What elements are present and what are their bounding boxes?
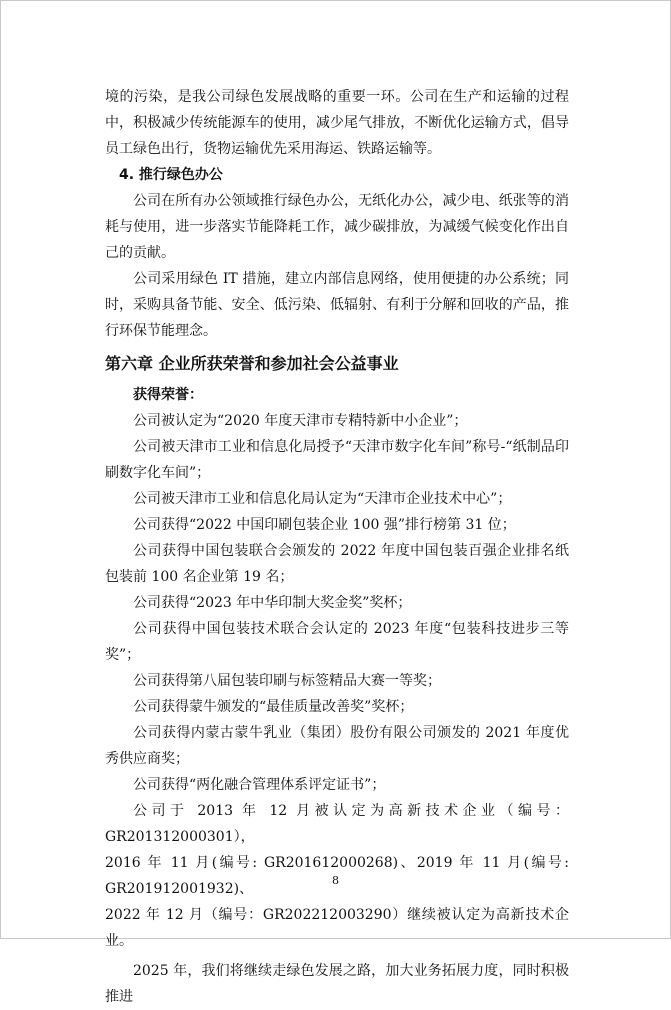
honor-item: 公司获得中国包装技术联合会认定的 2023 年度“包装科技进步三等奖”； — [105, 621, 569, 663]
honor-item: 公司获得蒙牛颁发的“最佳质量改善奖”奖杯； — [133, 699, 414, 715]
honor-item: 公司获得“2023 年中华印制大奖金奖”奖杯； — [133, 595, 412, 611]
honor-item: 公司被天津市工业和信息化局认定为“天津市企业技术中心”； — [133, 491, 512, 507]
paragraph-emissions: 境的污染，是我公司绿色发展战略的重要一环。公司在生产和运输的过程中，积极减少传统能源车的使用，减少尾气排放，不断优化运输方式，倡导员工绿色出行，货物运输优先采用海运、铁路运输等。 — [105, 89, 569, 157]
hightech-line-1: 公司于 2013 年 12 月被认定为高新技术企业（编号：GR201312000301）， — [105, 803, 569, 845]
hightech-line-3: 2022 年 12 月（编号：GR202212003290）继续被认定为高新技术企业。 — [105, 907, 569, 949]
honor-item: 公司被天津市工业和信息化局授予“天津市数字化车间”称号-“纸制品印刷数字化车间”； — [105, 439, 569, 481]
paragraph-green-office: 公司在所有办公领域推行绿色办公，无纸化办公，减少电、纸张等的消耗与使用，进一步落实节能降耗工作，减少碳排放，为减缓气候变化作出自己的贡献。 — [105, 193, 569, 261]
document-body — [105, 84, 569, 1010]
chapter-title: 第六章 企业所获荣誉和参加社会公益事业 — [105, 354, 399, 373]
section-heading-green-office: 4. 推行绿色办公 — [119, 167, 223, 183]
paragraph-green-it: 公司采用绿色 IT 措施，建立内部信息网络，使用便捷的办公系统；同时，采购具备节能、安全、低污染、低辐射、有利于分解和回收的产品，推行环保节能理念。 — [105, 271, 569, 339]
honor-item: 公司获得“两化融合管理体系评定证书”； — [133, 777, 386, 793]
honor-item: 公司获得中国包装联合会颁发的 2022 年度中国包装百强企业排名纸包装前 100 名企业第 19 名； — [105, 543, 569, 585]
honor-item: 公司获得内蒙古蒙牛乳业（集团）股份有限公司颁发的 2021 年度优秀供应商奖； — [105, 725, 569, 767]
honor-item: 公司被认定为“2020 年度天津市专精特新中小企业”； — [133, 413, 468, 429]
honor-item: 公司获得第八届包装印刷与标签精品大赛一等奖； — [133, 673, 441, 689]
closing-paragraph: 2025 年，我们将继续走绿色发展之路，加大业务拓展力度，同时积极推进 — [105, 963, 569, 1005]
honors-subtitle: 获得荣誉： — [133, 387, 203, 403]
hightech-line-2: 2016 年 11 月(编号: GR201612000268)、2019 年 11 月(编号: GR201912001932)、 — [105, 855, 569, 897]
page-number: 8 — [332, 874, 339, 887]
honor-item: 公司获得“2022 中国印刷包装企业 100 强”排行榜第 31 位； — [133, 517, 516, 533]
